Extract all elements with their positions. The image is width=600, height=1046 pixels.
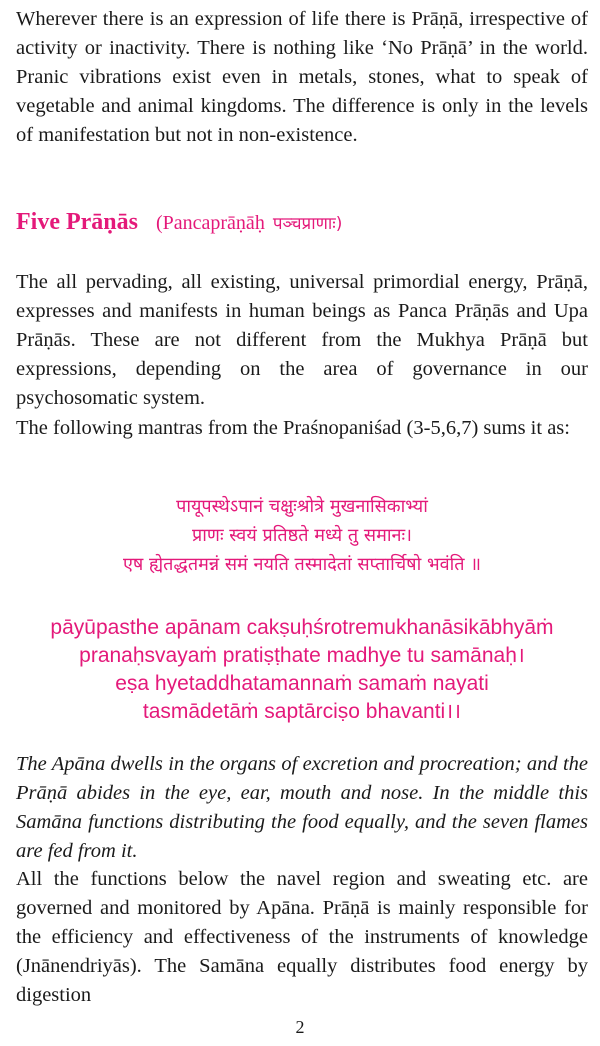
paragraph-panca-pranas: The all pervading, all existing, universal primordial energy, Prāṇā, expresses and manifests in human beings as Panca Prāṇās and Upa Prāṇās. These are not different from the Mukhya Prāṇā but expressions, depending on the area of governance in our psychosomatic system.	[16, 271, 588, 409]
mantra-transliteration-line: tasmādetāṁ saptārciṣo bhavanti।।	[142, 700, 462, 723]
mantra-transliteration-line: pāyūpasthe apānam cakṣuḥśrotremukhanāsikābhyāṁ	[50, 616, 554, 639]
heading-devanagari: पञ्चप्राणाः)	[272, 214, 343, 234]
mantra-transliteration-block	[16, 614, 588, 726]
page-number: 2	[295, 1017, 305, 1037]
heading-title: Five Prāṇās	[16, 209, 138, 235]
paragraph-functions: All the functions below the navel region and sweating etc. are governed and monitored by Apāna. Prāṇā is mainly responsible for the efficiency and effectiveness of the instruments of knowledge (Jnānendriyās). The Samāna equally distributes food energy by digestion	[16, 868, 588, 1006]
section-heading	[16, 209, 588, 236]
mantra-transliteration-line: eṣa hyetaddhatamannaṁ samaṁ nayati	[115, 672, 489, 695]
mantra-transliteration-line: pranaḥsvayaṁ pratiṣṭhate madhye tu samānaḥ।	[79, 644, 525, 667]
heading-subtitle: (Pancaprāṇāḥ	[155, 212, 265, 234]
paragraph-mantra-intro: The following mantras from the Praśnopaniśad (3-5,6,7) sums it as:	[16, 417, 570, 439]
mantra-devanagari-line: प्राणः स्वयं प्रतिष्ठते मध्ये तु समानः।	[192, 525, 412, 546]
paragraph-mantra-translation: The Apāna dwells in the organs of excretion and procreation; and the Prāṇā abides in the eye, ear, mouth and nose. In the middle this Samāna functions distributing the food equally, and the seven flames are fed from it.	[16, 753, 588, 862]
mantra-devanagari-block	[16, 492, 588, 579]
mantra-devanagari-line: पायूपस्थेऽपानं चक्षुःश्रोत्रे मुखनासिकाभ्यां	[176, 496, 428, 517]
mantra-devanagari-line: एष ह्येतद्धतमन्नं समं नयति तस्मादेतां सप्तार्चिषो भवंति ॥	[122, 554, 482, 575]
paragraph-prana-expression: Wherever there is an expression of life there is Prāṇā, irrespective of activity or inactivity. There is nothing like ‘No Prāṇā’ in the world. Pranic vibrations exist even in metals, stones, what to speak of vegetable and animal kingdoms. The difference is only in the levels of manifestation but not in non-existence.	[16, 8, 588, 146]
